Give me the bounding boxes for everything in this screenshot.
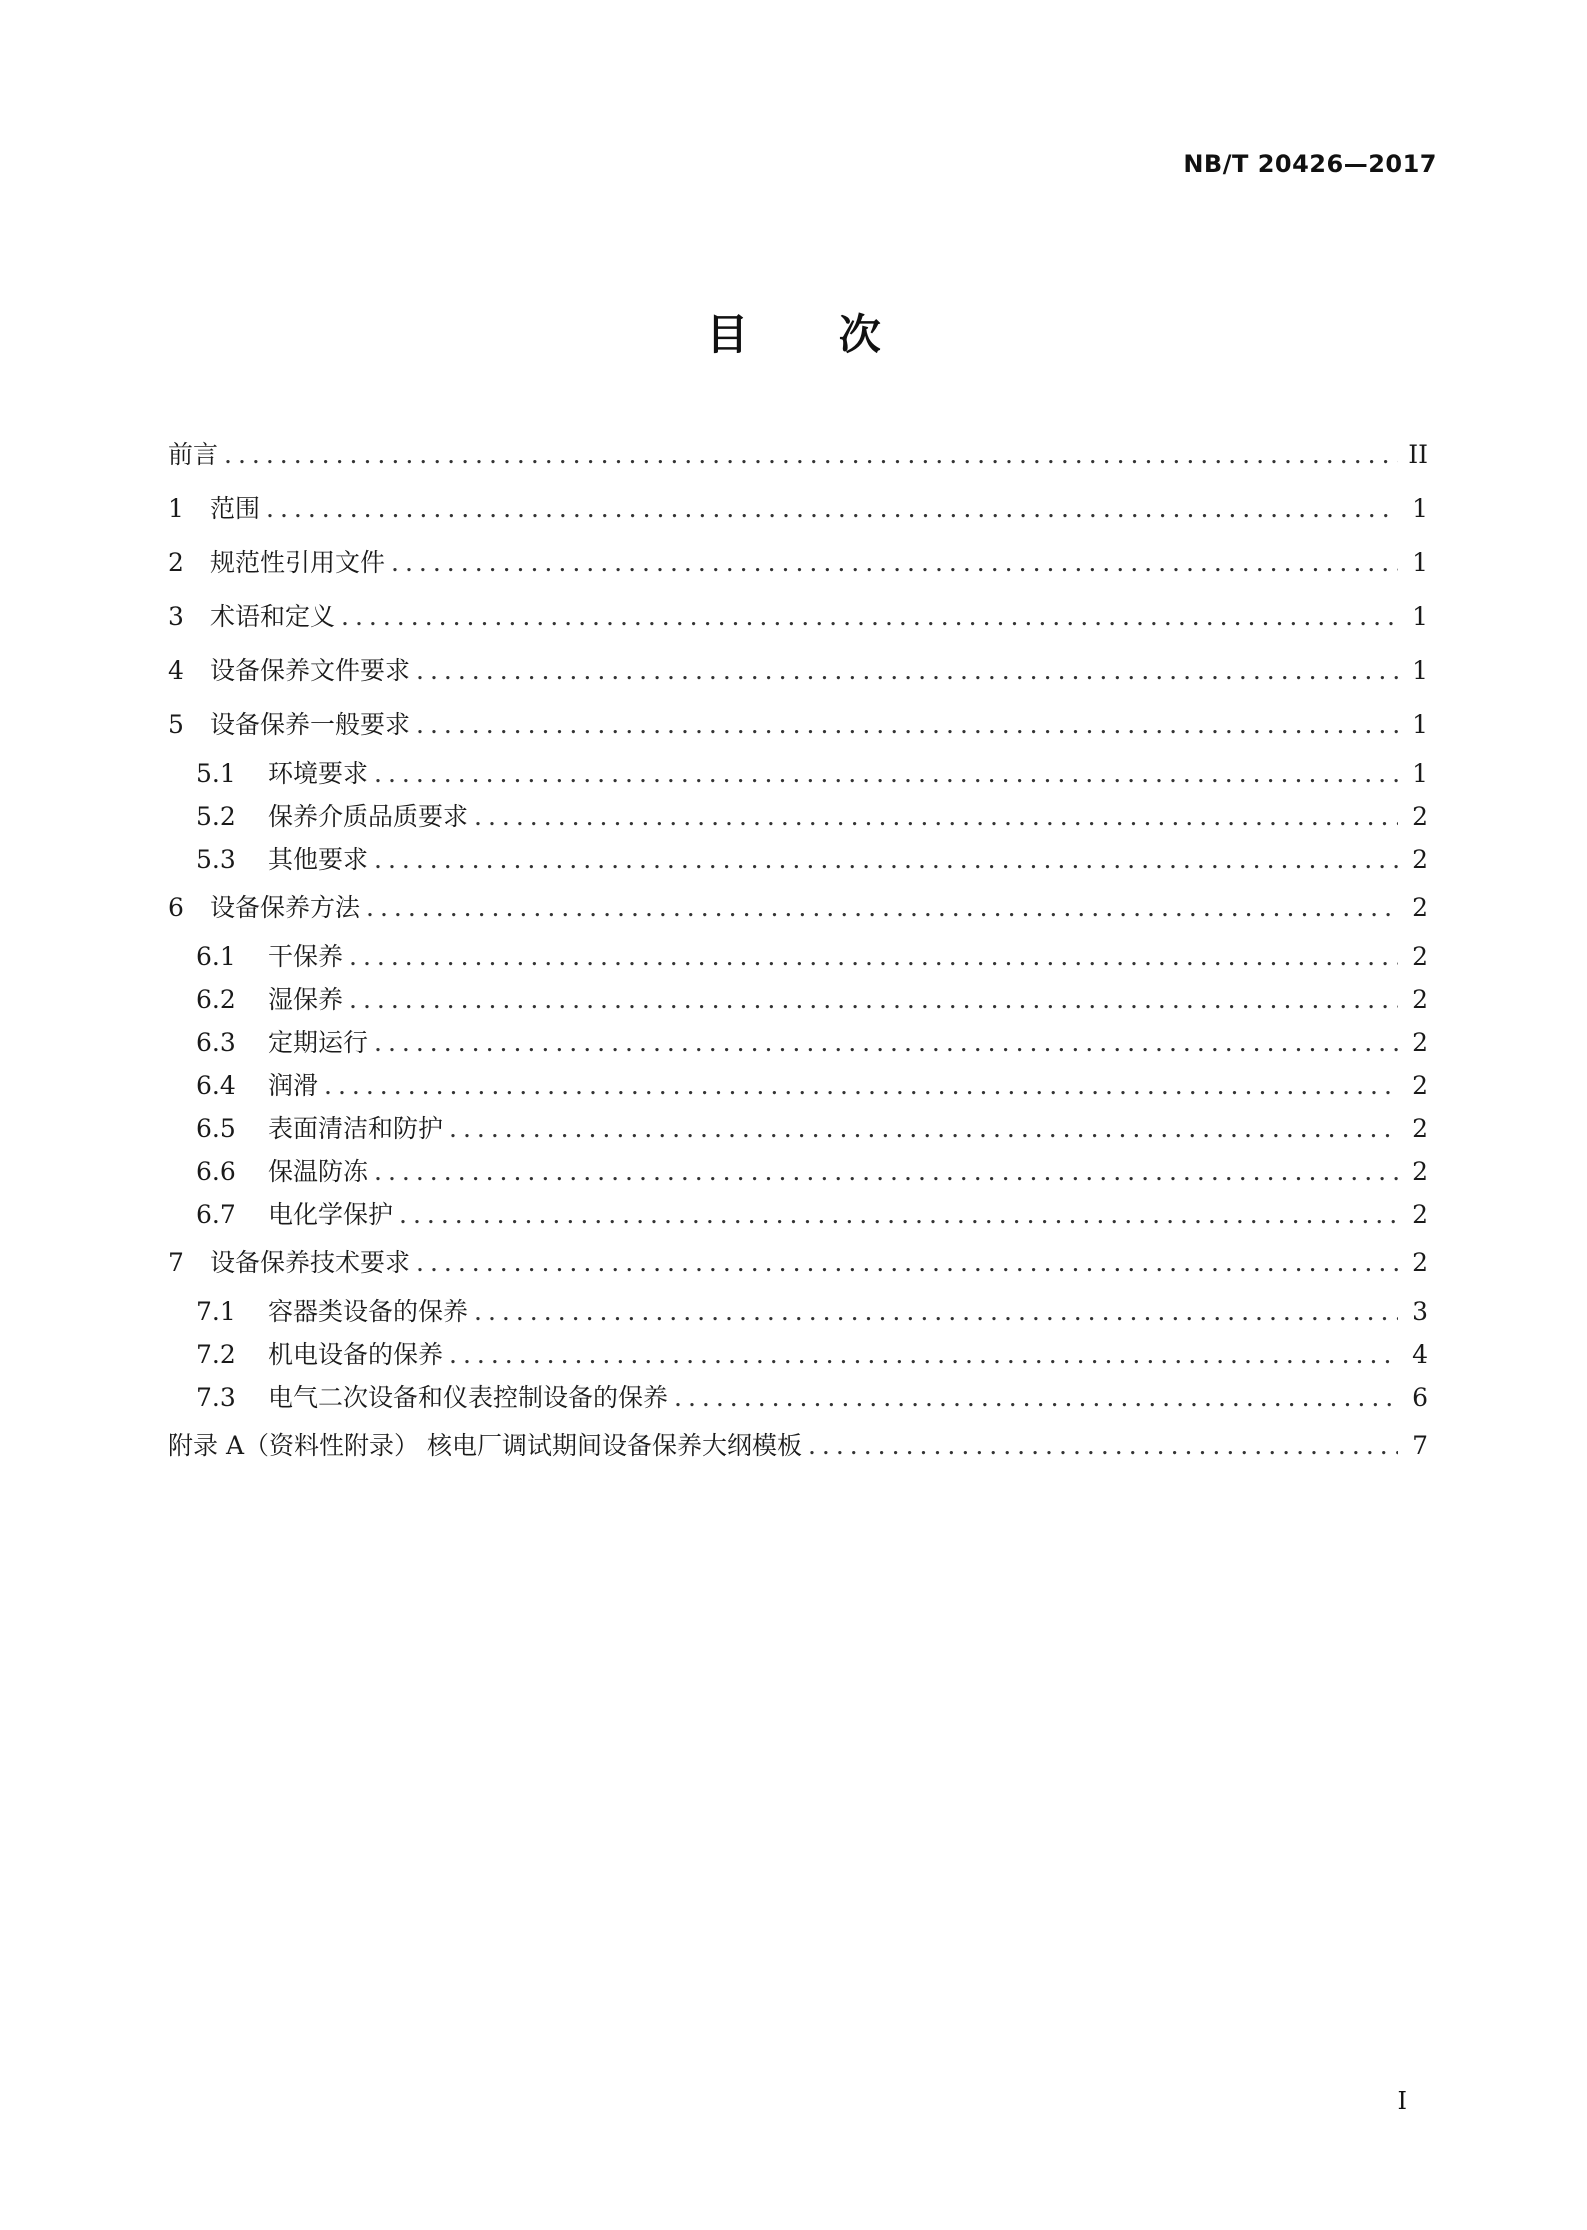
toc-entry-6-6[interactable] [168,1150,1428,1193]
toc-entry-number: 3 [168,602,184,631]
toc-entry-label: 设备保养文件要求 [210,656,411,685]
toc-leader-dots [674,1376,1398,1419]
toc-leader-dots [324,1064,1398,1107]
toc-entry-label: 干保养 [268,942,344,971]
toc-entry-appendix-a[interactable] [168,1419,1428,1473]
toc-entry-6-3[interactable] [168,1021,1428,1064]
table-of-contents [168,428,1428,1473]
toc-entry-label: 保温防冻 [268,1157,369,1186]
toc-leader-dots [341,590,1398,644]
toc-entry-label: 润滑 [268,1071,319,1100]
toc-entry-number: 6.7 [196,1200,236,1229]
toc-entry-number: 5.2 [196,802,236,831]
toc-entry-6-4[interactable] [168,1064,1428,1107]
toc-entry-number: 5.3 [196,845,236,874]
toc-entry-6-5[interactable] [168,1107,1428,1150]
toc-entry-6-7[interactable] [168,1193,1428,1236]
toc-entry-label: 设备保养方法 [210,893,361,922]
toc-entry-label: 设备保养一般要求 [210,710,411,739]
toc-entry-page: 2 [1412,1248,1428,1277]
toc-entry-label: 湿保养 [268,985,344,1014]
toc-entry-page: 2 [1412,942,1428,971]
toc-entry-6-2[interactable] [168,978,1428,1021]
toc-entry-number: 6.1 [196,942,236,971]
toc-entry-page: 6 [1412,1383,1428,1412]
toc-leader-dots [349,935,1398,978]
toc-entry-label: 前言 [168,440,219,469]
toc-entry-label: 电化学保护 [268,1200,394,1229]
toc-entry-5-3[interactable] [168,838,1428,881]
toc-entry-preface[interactable] [168,428,1428,482]
toc-entry-number: 6 [168,893,184,922]
toc-entry-7-2[interactable] [168,1333,1428,1376]
toc-entry-page: 1 [1412,759,1428,788]
toc-entry-page: 2 [1412,985,1428,1014]
toc-entry-label: 环境要求 [268,759,369,788]
toc-entry-page: 1 [1412,548,1428,577]
toc-entry-label: 设备保养技术要求 [210,1248,411,1277]
toc-entry-number: 7.2 [196,1340,236,1369]
toc-entry-label: 规范性引用文件 [210,548,386,577]
toc-leader-dots [474,795,1398,838]
toc-leader-dots [374,752,1398,795]
toc-entry-page: 1 [1412,602,1428,631]
toc-leader-dots [808,1419,1398,1473]
toc-entry-page: 2 [1412,893,1428,922]
toc-leader-dots [391,536,1398,590]
toc-entry-page: 2 [1412,845,1428,874]
toc-entry-label: 其他要求 [268,845,369,874]
toc-entry-label: 附录 A（资料性附录） 核电厂调试期间设备保养大纲模板 [168,1431,802,1460]
toc-entry-7-3[interactable] [168,1376,1428,1419]
toc-entry-number: 1 [168,494,184,523]
toc-entry-label: 电气二次设备和仪表控制设备的保养 [268,1383,669,1412]
toc-entry-number: 5.1 [196,759,236,788]
toc-entry-page: 4 [1412,1340,1428,1369]
toc-entry-number: 4 [168,656,184,685]
toc-entry-number: 6.4 [196,1071,236,1100]
toc-entry-number: 6.5 [196,1114,236,1143]
toc-leader-dots [416,698,1398,752]
toc-entry-number: 6.6 [196,1157,236,1186]
toc-entry-1[interactable] [168,482,1428,536]
toc-entry-7[interactable] [168,1236,1428,1290]
toc-entry-2[interactable] [168,536,1428,590]
toc-entry-6[interactable] [168,881,1428,935]
toc-leader-dots [416,644,1398,698]
toc-entry-number: 2 [168,548,184,577]
toc-entry-page: 2 [1412,1157,1428,1186]
toc-leader-dots [374,1150,1398,1193]
toc-entry-page: II [1408,440,1428,469]
toc-entry-page: 2 [1412,802,1428,831]
toc-entry-label: 表面清洁和防护 [268,1114,444,1143]
toc-entry-page: 2 [1412,1200,1428,1229]
toc-entry-7-1[interactable] [168,1290,1428,1333]
toc-entry-5-2[interactable] [168,795,1428,838]
toc-entry-page: 1 [1412,656,1428,685]
toc-entry-label: 机电设备的保养 [268,1340,444,1369]
document-code: NB/T 20426—2017 [1183,150,1437,178]
toc-entry-label: 保养介质品质要求 [268,802,469,831]
toc-entry-label: 容器类设备的保养 [268,1297,469,1326]
toc-entry-label: 定期运行 [268,1028,369,1057]
toc-entry-number: 5 [168,710,184,739]
toc-leader-dots [474,1290,1398,1333]
toc-leader-dots [374,838,1398,881]
toc-leader-dots [416,1236,1398,1290]
toc-leader-dots [224,428,1398,482]
toc-entry-page: 1 [1412,494,1428,523]
toc-entry-6-1[interactable] [168,935,1428,978]
toc-leader-dots [266,482,1398,536]
toc-entry-5-1[interactable] [168,752,1428,795]
toc-title: 目 次 [706,310,919,359]
toc-leader-dots [349,978,1398,1021]
toc-leader-dots [374,1021,1398,1064]
toc-leader-dots [399,1193,1398,1236]
toc-entry-page: 2 [1412,1114,1428,1143]
toc-entry-number: 6.2 [196,985,236,1014]
toc-entry-label: 术语和定义 [210,602,336,631]
toc-leader-dots [449,1107,1398,1150]
toc-entry-number: 7 [168,1248,184,1277]
toc-entry-label: 范围 [210,494,261,523]
toc-entry-4[interactable] [168,644,1428,698]
toc-entry-page: 1 [1412,710,1428,739]
toc-entry-page: 3 [1412,1297,1428,1326]
toc-entry-number: 7.1 [196,1297,236,1326]
toc-entry-5[interactable] [168,698,1428,752]
toc-entry-number: 6.3 [196,1028,236,1057]
toc-entry-3[interactable] [168,590,1428,644]
page-number: I [1397,2087,1407,2115]
toc-entry-number: 7.3 [196,1383,236,1412]
toc-entry-page: 2 [1412,1028,1428,1057]
toc-entry-page: 7 [1412,1431,1428,1460]
toc-leader-dots [366,881,1398,935]
toc-entry-page: 2 [1412,1071,1428,1100]
toc-leader-dots [449,1333,1398,1376]
